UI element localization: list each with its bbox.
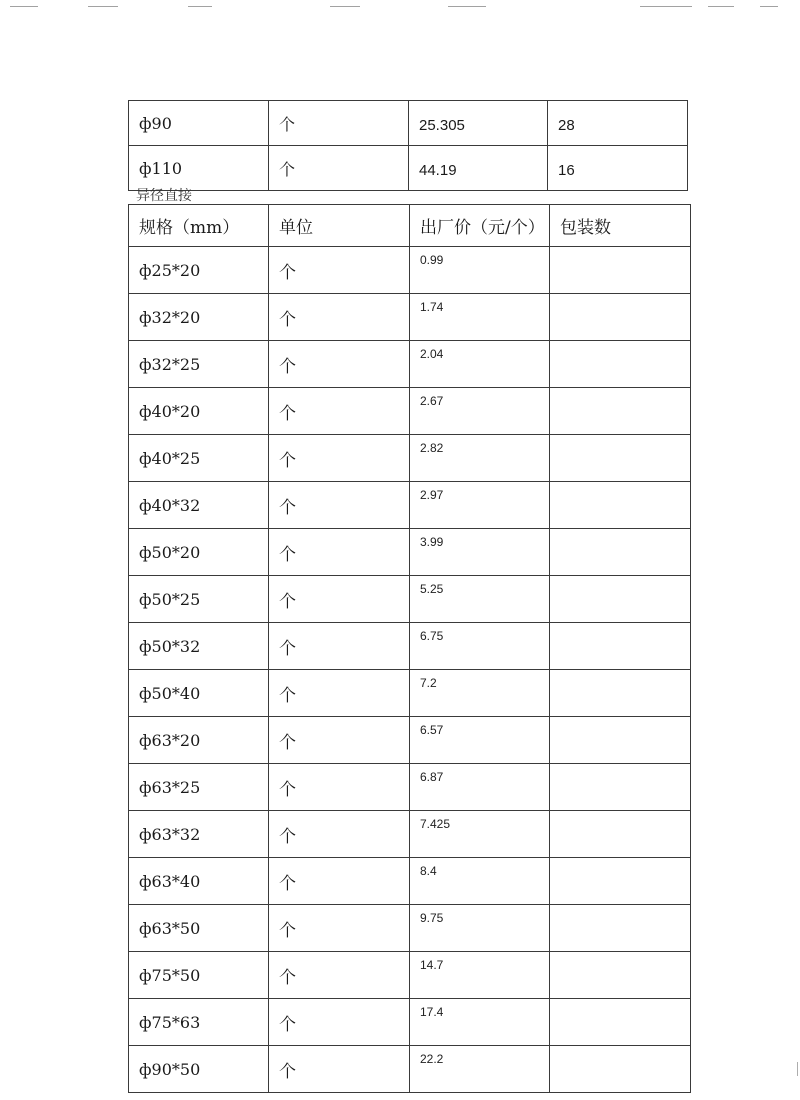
section-title: 异径直接 [136, 188, 192, 204]
unit-cell: 个 [269, 101, 409, 146]
continued-price-table [128, 100, 688, 191]
table-row [129, 341, 691, 388]
spec-cell: ф90 [129, 101, 269, 146]
table-row [129, 764, 691, 811]
scan-artifact [708, 6, 734, 7]
spec-cell: ф63*40 [129, 858, 269, 905]
unit-cell: 个 [269, 905, 410, 952]
pack-cell [550, 717, 691, 764]
spec-cell: ф75*50 [129, 952, 269, 999]
spec-cell: ф40*25 [129, 435, 269, 482]
price-cell: 5.25 [410, 576, 550, 623]
spec-cell: ф63*32 [129, 811, 269, 858]
price-cell: 6.57 [410, 717, 550, 764]
pack-cell [550, 529, 691, 576]
price-cell: 2.97 [410, 482, 550, 529]
price-cell: 6.87 [410, 764, 550, 811]
pack-cell [550, 999, 691, 1046]
table-row [129, 435, 691, 482]
table-row [129, 388, 691, 435]
unit-cell: 个 [269, 717, 410, 764]
table-row [129, 811, 691, 858]
spec-cell: ф32*25 [129, 341, 269, 388]
scan-artifact [330, 6, 360, 7]
pack-cell [550, 952, 691, 999]
scan-artifact [640, 6, 692, 7]
scan-artifact [88, 6, 118, 7]
pack-cell [550, 388, 691, 435]
price-cell: 22.2 [410, 1046, 550, 1093]
unit-cell: 个 [269, 811, 410, 858]
price-cell: 7.2 [410, 670, 550, 717]
unit-cell: 个 [269, 623, 410, 670]
header-price: 出厂价（元/个） [410, 205, 550, 247]
pack-cell [550, 482, 691, 529]
table-row [129, 623, 691, 670]
pack-cell [550, 623, 691, 670]
table-row [129, 294, 691, 341]
pack-cell [550, 1046, 691, 1093]
spec-cell: ф40*20 [129, 388, 269, 435]
unit-cell: 个 [269, 388, 410, 435]
unit-cell: 个 [269, 1046, 410, 1093]
price-cell: 14.7 [410, 952, 550, 999]
table-row [129, 482, 691, 529]
price-cell: 9.75 [410, 905, 550, 952]
spec-cell: ф75*63 [129, 999, 269, 1046]
header-spec: 规格（mm） [129, 205, 269, 247]
pack-cell [550, 294, 691, 341]
reducer-coupling-price-table [128, 204, 691, 1093]
pack-cell: 28 [548, 101, 688, 146]
scan-artifact [760, 6, 778, 7]
spec-cell: ф50*40 [129, 670, 269, 717]
unit-cell: 个 [269, 576, 410, 623]
pack-cell: 16 [548, 146, 688, 191]
scan-artifact [448, 6, 486, 7]
price-cell: 2.82 [410, 435, 550, 482]
table-row [129, 858, 691, 905]
table-row [129, 1046, 691, 1093]
price-cell: 8.4 [410, 858, 550, 905]
pack-cell [550, 764, 691, 811]
unit-cell: 个 [269, 952, 410, 999]
table-row [129, 905, 691, 952]
unit-cell: 个 [269, 247, 410, 294]
scan-artifact [797, 1062, 798, 1076]
spec-cell: ф40*32 [129, 482, 269, 529]
table-row [129, 717, 691, 764]
table-row [129, 999, 691, 1046]
price-cell: 7.425 [410, 811, 550, 858]
pack-cell [550, 435, 691, 482]
unit-cell: 个 [269, 858, 410, 905]
pack-cell [550, 341, 691, 388]
spec-cell: ф63*20 [129, 717, 269, 764]
pack-cell [550, 811, 691, 858]
table-row [129, 529, 691, 576]
unit-cell: 个 [269, 482, 410, 529]
spec-cell: ф32*20 [129, 294, 269, 341]
spec-cell: ф110 [129, 146, 269, 191]
unit-cell: 个 [269, 999, 410, 1046]
table-row [129, 670, 691, 717]
price-cell: 6.75 [410, 623, 550, 670]
table-row [129, 576, 691, 623]
unit-cell: 个 [269, 435, 410, 482]
spec-cell: ф63*25 [129, 764, 269, 811]
spec-cell: ф25*20 [129, 247, 269, 294]
scan-artifact [188, 6, 212, 7]
price-cell: 17.4 [410, 999, 550, 1046]
table-row [129, 146, 688, 191]
unit-cell: 个 [269, 670, 410, 717]
pack-cell [550, 905, 691, 952]
table-row [129, 247, 691, 294]
price-cell: 2.04 [410, 341, 550, 388]
spec-cell: ф50*20 [129, 529, 269, 576]
pack-cell [550, 576, 691, 623]
unit-cell: 个 [269, 341, 410, 388]
header-pack: 包装数 [550, 205, 691, 247]
price-cell: 44.19 [409, 146, 548, 191]
spec-cell: ф50*32 [129, 623, 269, 670]
unit-cell: 个 [269, 764, 410, 811]
spec-cell: ф50*25 [129, 576, 269, 623]
table-row [129, 101, 688, 146]
spec-cell: ф90*50 [129, 1046, 269, 1093]
unit-cell: 个 [269, 529, 410, 576]
unit-cell: 个 [269, 146, 409, 191]
pack-cell [550, 858, 691, 905]
scan-artifact [10, 6, 38, 7]
price-cell: 2.67 [410, 388, 550, 435]
table-header-row [129, 205, 691, 247]
price-cell: 1.74 [410, 294, 550, 341]
unit-cell: 个 [269, 294, 410, 341]
pack-cell [550, 670, 691, 717]
pack-cell [550, 247, 691, 294]
table-row [129, 952, 691, 999]
price-cell: 3.99 [410, 529, 550, 576]
spec-cell: ф63*50 [129, 905, 269, 952]
header-unit: 单位 [269, 205, 410, 247]
price-cell: 25.305 [409, 101, 548, 146]
price-cell: 0.99 [410, 247, 550, 294]
